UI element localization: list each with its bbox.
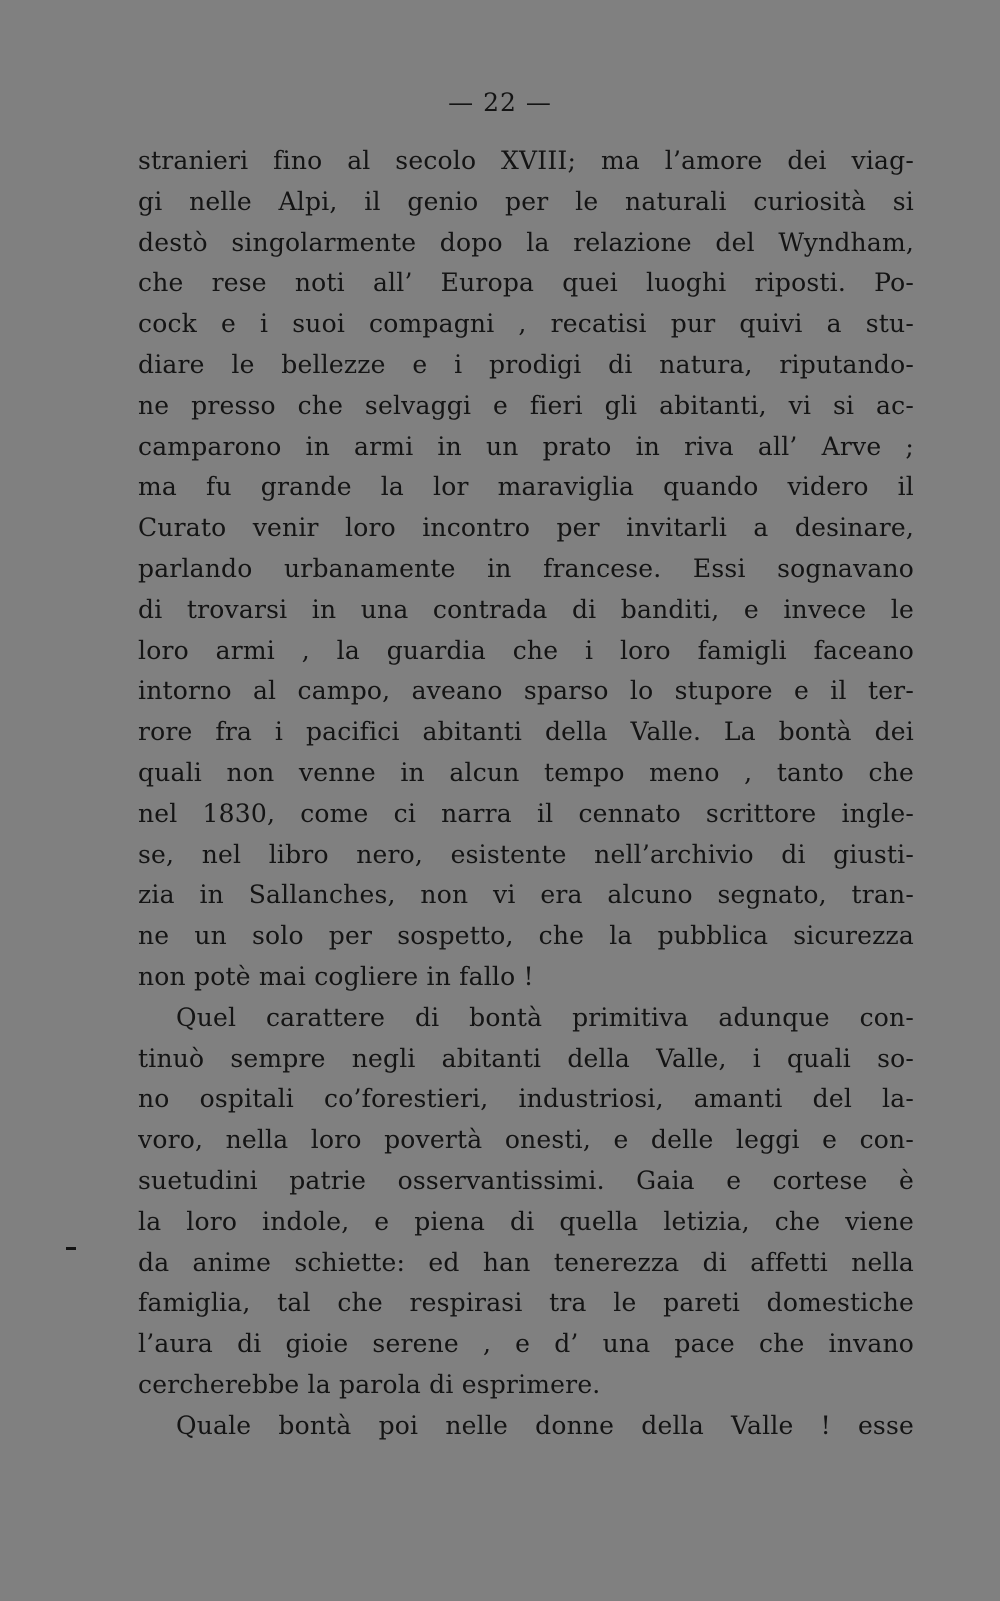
- text-line: voro, nella loro povertà onesti, e delle leggi e con-: [138, 1125, 914, 1155]
- text-line: rore fra i pacifici abitanti della Valle. La bontà dei: [138, 717, 914, 747]
- text-line: intorno al campo, aveano sparso lo stupore e il ter-: [138, 676, 914, 706]
- margin-mark: [66, 1247, 76, 1250]
- text-line: parlando urbanamente in francese. Essi sognavano: [138, 553, 914, 583]
- paragraph-end-line: non potè mai cogliere in fallo !: [138, 961, 534, 991]
- text-line: l’aura di gioie serene , e d’ una pace che invano: [138, 1329, 914, 1359]
- text-line: da anime schiette: ed han tenerezza di affetti nella: [138, 1247, 914, 1277]
- text-line: camparono in armi in un prato in riva all’ Arve ;: [138, 431, 914, 461]
- text-line: ne presso che selvaggi e fieri gli abitanti, vi si ac-: [138, 390, 914, 420]
- body-text: [138, 141, 914, 1447]
- text-line: destò singolarmente dopo la relazione del Wyndham,: [138, 227, 914, 257]
- text-line: tinuò sempre negli abitanti della Valle, i quali so-: [138, 1043, 914, 1073]
- text-line: che rese noti all’ Europa quei luoghi riposti. Po-: [138, 268, 914, 298]
- text-line: quali non venne in alcun tempo meno , tanto che: [138, 757, 914, 787]
- paragraph-start-line: Quel carattere di bontà primitiva adunque con-: [176, 1002, 914, 1032]
- text-line: stranieri fino al secolo XVIII; ma l’amore dei viag-: [138, 146, 914, 175]
- page-number: — 22 —: [448, 88, 552, 117]
- text-line: Curato venir loro incontro per invitarli a desinare,: [138, 513, 914, 543]
- paragraph-end-line: cercherebbe la parola di esprimere.: [138, 1369, 601, 1399]
- text-line: suetudini patrie osservantissimi. Gaia e cortese è: [138, 1165, 914, 1195]
- text-line: loro armi , la guardia che i loro famigli faceano: [138, 635, 914, 665]
- text-line: diare le bellezze e i prodigi di natura, riputando-: [138, 349, 914, 379]
- text-line: no ospitali co’forestieri, industriosi, amanti del la-: [138, 1084, 914, 1114]
- text-line: ne un solo per sospetto, che la pubblica sicurezza: [138, 921, 914, 951]
- text-line: ma fu grande la lor maraviglia quando videro il: [138, 472, 914, 502]
- text-line: gi nelle Alpi, il genio per le naturali curiosità si: [138, 186, 914, 216]
- text-line: famiglia, tal che respirasi tra le pareti domestiche: [138, 1288, 914, 1318]
- text-line: di trovarsi in una contrada di banditi, e invece le: [138, 594, 914, 624]
- paragraph-start-line: Quale bontà poi nelle donne della Valle ! esse: [176, 1410, 914, 1440]
- text-line: la loro indole, e piena di quella letizia, che viene: [138, 1206, 914, 1236]
- text-line: zia in Sallanches, non vi era alcuno segnato, tran-: [138, 880, 914, 910]
- text-line: cock e i suoi compagni , recatisi pur quivi a stu-: [138, 309, 914, 339]
- text-line: nel 1830, come ci narra il cennato scrittore ingle-: [138, 798, 914, 828]
- text-line: se, nel libro nero, esistente nell’archivio di giusti-: [138, 839, 914, 869]
